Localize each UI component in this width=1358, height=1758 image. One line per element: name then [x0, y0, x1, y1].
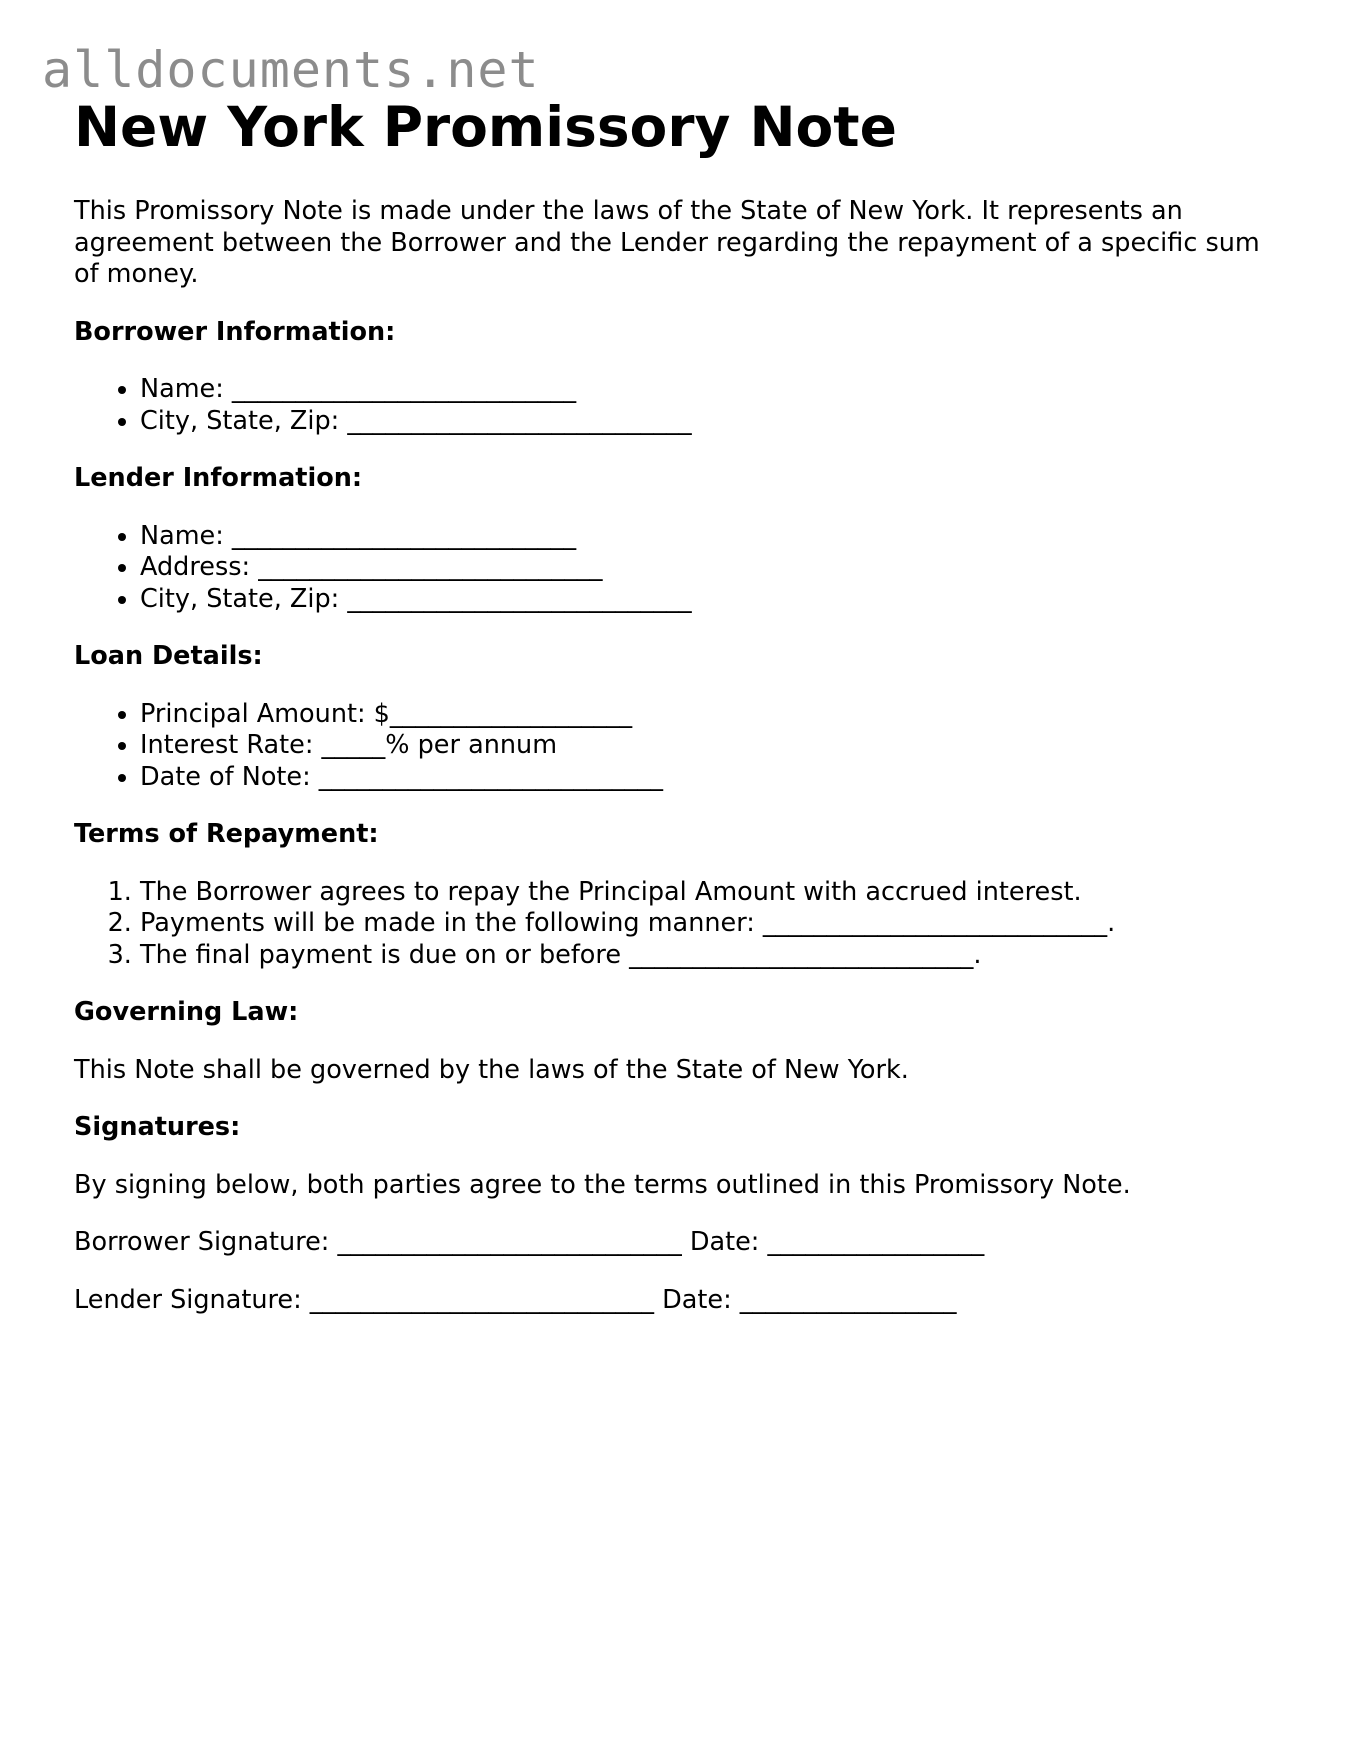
intro-paragraph: This Promissory Note is made under the laws of the State of New York. It represents an agreement between the Borrower and the Lender regarding the repayment of a specific sum of money.	[74, 196, 1260, 289]
borrower-signature-line: Borrower Signature: ___________________________ Date: _________________	[74, 1227, 985, 1257]
borrower-heading: Borrower Information:	[74, 316, 396, 347]
borrower-list	[74, 374, 1274, 437]
loan-list	[74, 699, 1274, 794]
terms-list	[74, 877, 1274, 972]
governing-law-text: This Note shall be governed by the laws of the State of New York.	[74, 1054, 909, 1085]
document-title: New York Promissory Note	[74, 95, 897, 159]
lender-address-field: • Address: ___________________________	[140, 552, 1274, 584]
governing-law-heading: Governing Law:	[74, 997, 299, 1027]
borrower-city-field: • City, State, Zip: ___________________________	[140, 406, 1274, 438]
date-of-note-field: • Date of Note: ___________________________	[140, 762, 1274, 794]
signatures-text: By signing below, both parties agree to the terms outlined in this Promissory Note.	[74, 1169, 1131, 1200]
lender-name-field: • Name: ___________________________	[140, 521, 1274, 553]
interest-rate-field: • Interest Rate: _____% per annum	[140, 730, 1274, 762]
loan-heading: Loan Details:	[74, 641, 263, 671]
watermark: alldocuments.net	[42, 41, 540, 99]
borrower-name-field: • Name: ___________________________	[140, 374, 1274, 406]
terms-item: 2. Payments will be made in the following manner: ___________________________.	[140, 908, 1274, 940]
terms-item: 1. The Borrower agrees to repay the Principal Amount with accrued interest.	[140, 877, 1274, 909]
lender-heading: Lender Information:	[74, 463, 363, 493]
terms-heading: Terms of Repayment:	[74, 819, 379, 849]
lender-list	[74, 521, 1274, 616]
signatures-heading: Signatures:	[74, 1112, 241, 1142]
principal-amount-field: • Principal Amount: $___________________	[140, 699, 1274, 731]
lender-city-field: • City, State, Zip: ___________________________	[140, 584, 1274, 616]
terms-item: 3. The final payment is due on or before ___________________________.	[140, 940, 1274, 972]
document-page	[74, 92, 1274, 1316]
lender-signature-line: Lender Signature: ___________________________ Date: _________________	[74, 1284, 957, 1315]
